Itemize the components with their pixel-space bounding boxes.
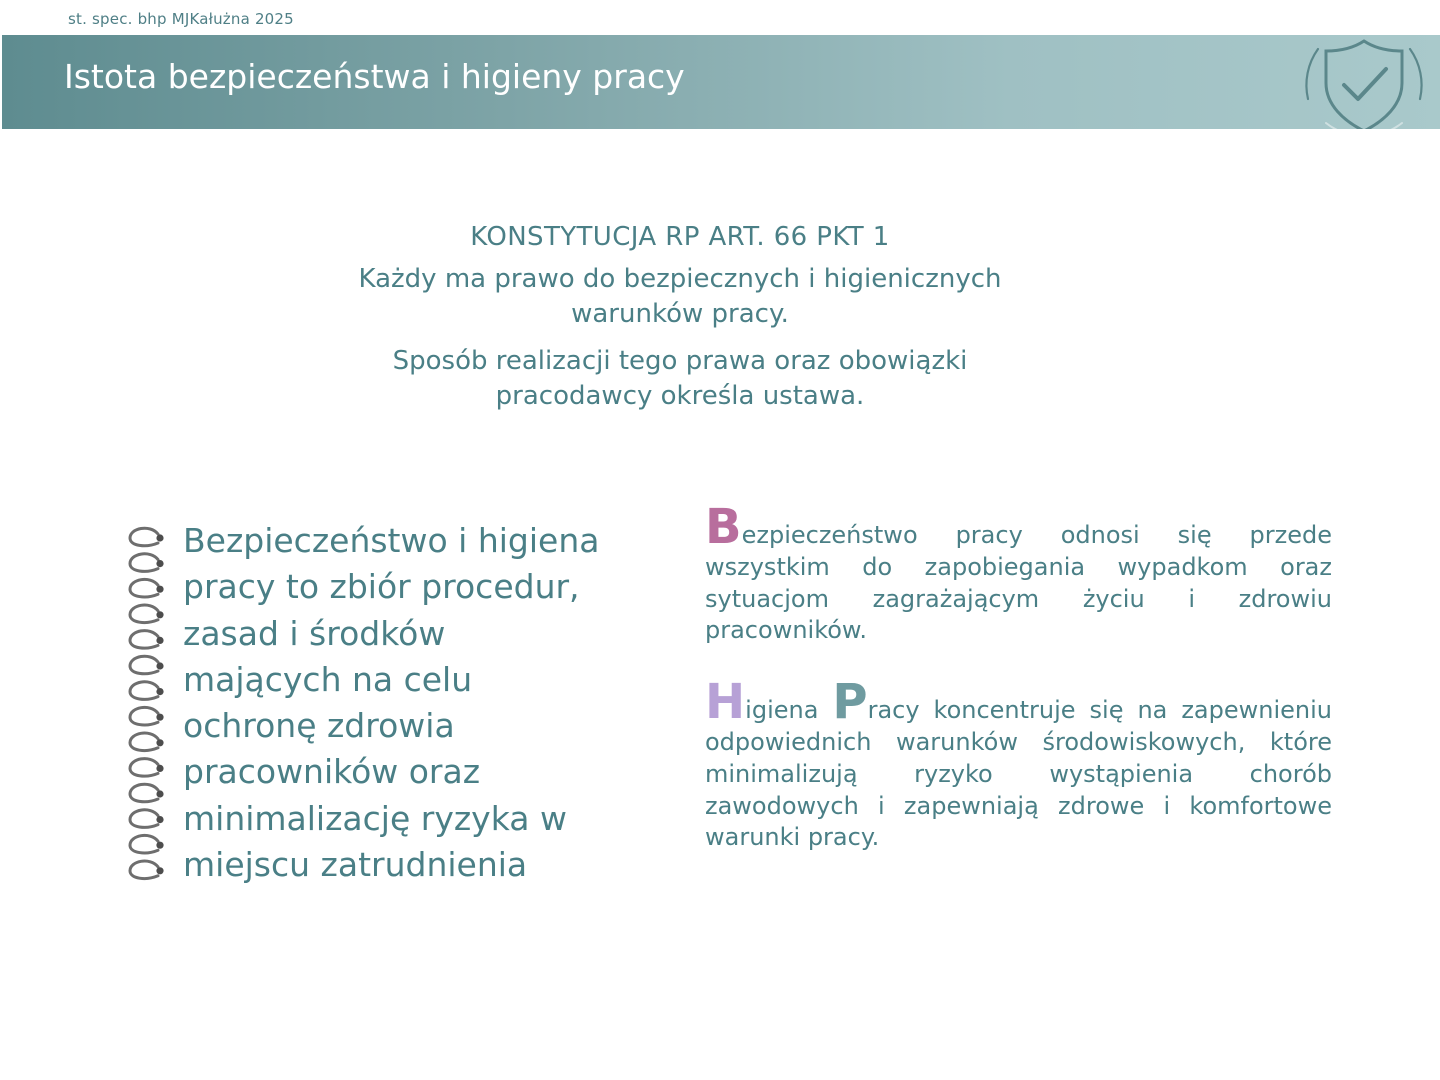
binding-hole [156, 739, 163, 746]
binding-ring [130, 656, 158, 674]
safety-definition [705, 499, 1332, 647]
binding-ring [130, 784, 158, 802]
header-band [2, 35, 1440, 129]
binding-ring [130, 759, 158, 777]
constitution-paragraph-2: Sposób realizacji tego prawa oraz obowiązki pracodawcy określa ustawa. [392, 346, 968, 411]
binding-hole [156, 714, 163, 721]
binding-hole [156, 688, 163, 695]
binding-hole [156, 765, 163, 772]
initial-h: H [705, 674, 746, 731]
binding-ring [130, 579, 158, 597]
binding-hole [156, 790, 163, 797]
binding-hole [156, 560, 163, 567]
binding-ring [130, 835, 158, 853]
binding-ring [130, 707, 158, 725]
constitution-paragraph-1: Każdy ma prawo do bezpiecznych i higienicznych warunków pracy. [358, 264, 1002, 329]
constitution-title: KONSTYTUCJA RP ART. 66 PKT 1 [470, 222, 890, 252]
constitution-quote [330, 222, 1030, 426]
slide-title: Istota bezpieczeństwa i higieny pracy [64, 57, 685, 96]
definitions-column [705, 499, 1332, 894]
binding-ring [130, 810, 158, 828]
author-credit: st. spec. bhp MJKałużna 2025 [68, 10, 294, 28]
shield-check-icon [1294, 35, 1424, 129]
binding-ring [130, 861, 158, 879]
hygiene-definition [705, 674, 1332, 854]
binding-ring [130, 682, 158, 700]
binding-hole [156, 662, 163, 669]
binding-ring [130, 554, 158, 572]
binding-ring [130, 605, 158, 623]
binding-ring [130, 733, 158, 751]
binding-ring [130, 528, 158, 546]
initial-b: B [705, 499, 742, 555]
hygiene-text: racy koncentruje się na zapewnieniu odpowiednich warunków środowiskowych, które minimalizują ryzyko wystąpienia chorób zawodowych i zapewniają zdrowe i komfortowe warunki pracy. [705, 696, 1332, 852]
initial-p: P [832, 674, 868, 731]
binding-hole [156, 842, 163, 849]
definition-text: Bezpieczeństwo i higiena pracy to zbiór procedur, zasad i środków mających na celu ochronę zdrowia pracowników oraz minimalizację ryzyka w miejscu zatrudnienia [183, 521, 600, 885]
binding-hole [156, 867, 163, 874]
binding-hole [156, 611, 163, 618]
binding-hole [156, 816, 163, 823]
binding-ring [130, 631, 158, 649]
binding-hole [156, 534, 163, 541]
binding-hole [156, 637, 163, 644]
spiral-binding-icon [124, 522, 170, 892]
binding-hole [156, 586, 163, 593]
safety-text: ezpieczeństwo pracy odnosi się przede wszystkim do zapobiegania wypadkom oraz sytuacjom zagrażającym życiu i zdrowiu pracowników. [705, 521, 1332, 645]
hygiene-word: igiena [745, 696, 833, 725]
